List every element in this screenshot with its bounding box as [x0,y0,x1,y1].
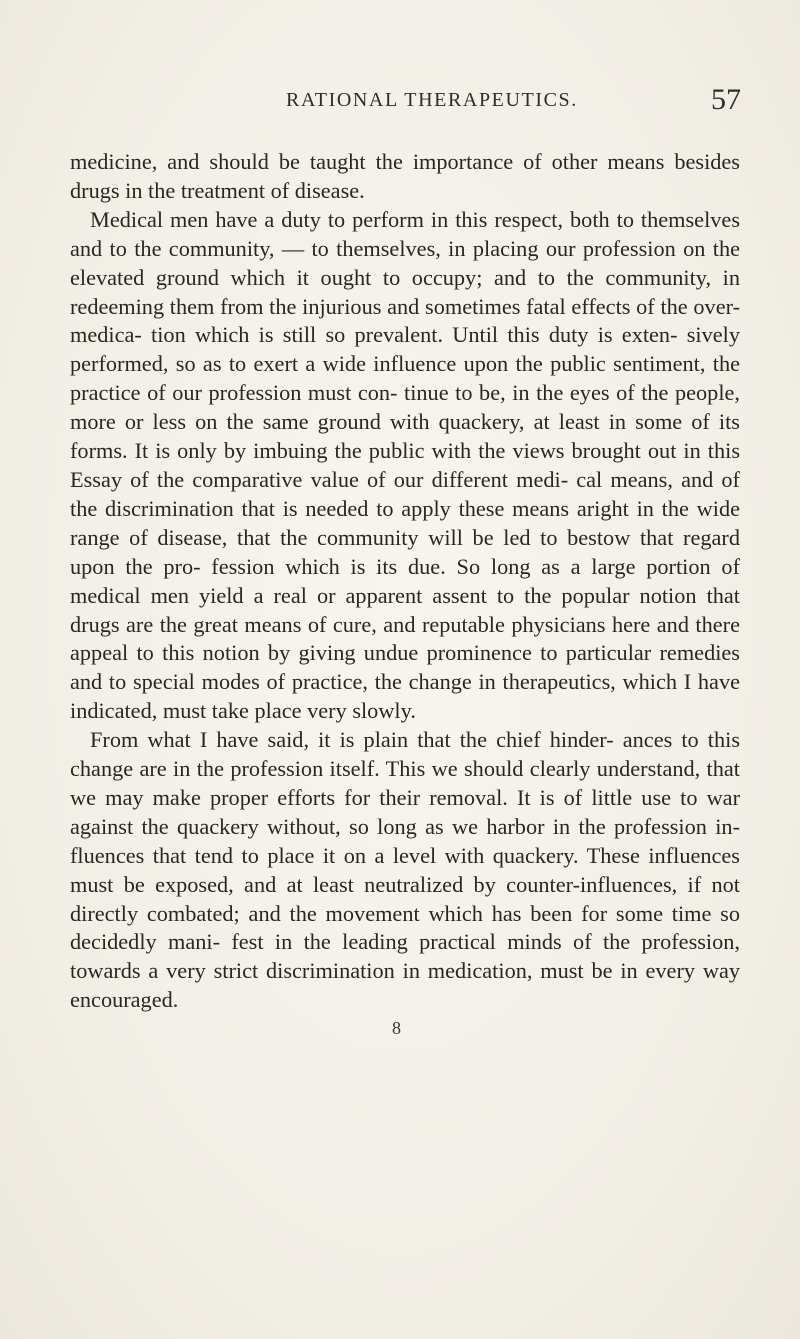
body-text [70,148,740,1015]
page-number: 57 [711,83,741,116]
paragraph-1: medicine, and should be taught the importance of other means besides drugs in the treatment of disease. [70,149,740,203]
paragraph-3: From what I have said, it is plain that the chief hinder- ances to this change are in the profession itself. This we should clearly understand, that we may make proper efforts for their removal. It is of little use to war against the quackery without, so long as we harbor in the profession in- fluences that tend to place it on a level with quackery. These influences must be exposed, and at least neutralized by counter-influences, if not directly combated; and the movement which has been for some time so decidedly mani- fest in the leading practical minds of the profession, towards a very strict discrimination in medication, must be in every way encouraged. [70,727,740,1013]
running-title: RATIONAL THERAPEUTICS. [286,89,578,111]
running-head [286,83,741,119]
paragraph-2: Medical men have a duty to perform in this respect, both to themselves and to the community, — to themselves, in placing our profession on the elevated ground which it ought to occupy; and to the community, in redeeming them from the injurious and sometimes fatal effects of the over-medica- tion which is still so prevalent. Until this duty is exten- sively performed, so as to exert a wide influence upon the public sentiment, the practice of our profession must con- tinue to be, in the eyes of the people, more or less on the same ground with quackery, at least in some of its forms. It is only by imbuing the public with the views brought out in this Essay of the comparative value of our different medi- cal means, and of the discrimination that is needed to apply these means aright in the wide range of disease, that the community will be led to bestow that regard upon the pro- fession which is its due. So long as a large portion of medical men yield a real or apparent assent to the popular notion that drugs are the great means of cure, and reputable physicians here and there appeal to this notion by giving undue prominence to particular remedies and to special modes of practice, the change in therapeutics, which I have indicated, must take place very slowly. [70,206,740,724]
signature-mark: 8 [392,1018,401,1038]
